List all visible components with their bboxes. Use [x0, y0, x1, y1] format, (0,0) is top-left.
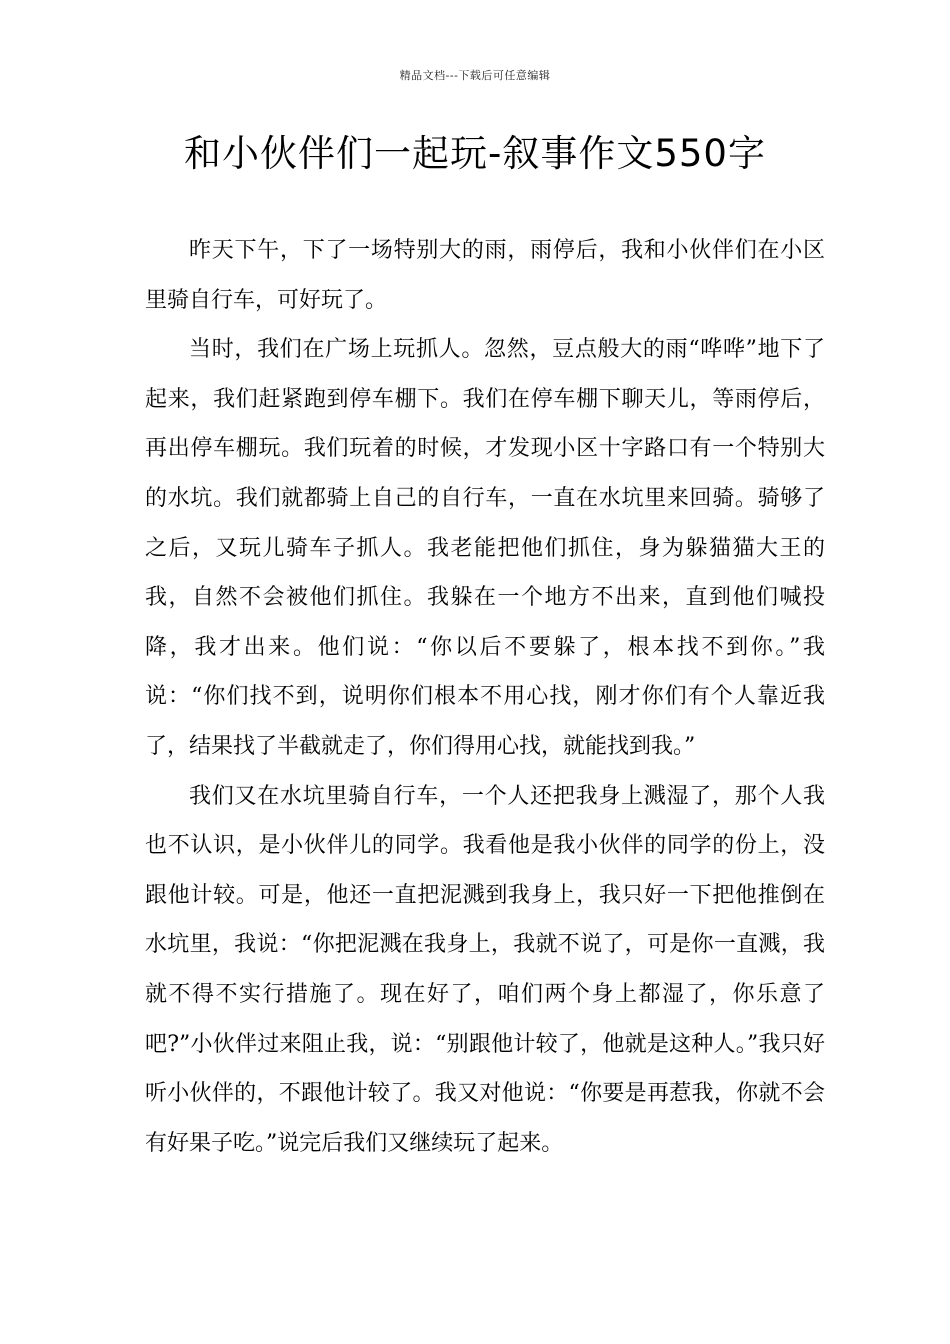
header-note: 精品文档---下载后可任意编辑: [399, 69, 551, 82]
essay-body: [145, 226, 825, 1168]
page-title: 和小伙伴们一起玩-叙事作文550字: [184, 132, 766, 175]
paragraph-1: 昨天下午，下了一场特别大的雨，雨停后，我和小伙伴们在小区里骑自行车，可好玩了。: [145, 238, 825, 313]
paragraph-3: 我们又在水坑里骑自行车，一个人还把我身上溅湿了，那个人我也不认识，是小伙伴儿的同学。我看他是我小伙伴的同学的份上，没跟他计较。可是，他还一直把泥溅到我身上，我只好一下把他推倒在水坑里，我说：“你把泥溅在我身上，我就不说了，可是你一直溅，我就不得不实行措施了。现在好了，咱们两个身上都湿了，你乐意了吧?”小伙伴过来阻止我，说：“别跟他计较了，他就是这种人。”我只好听小伙伴的，不跟他计较了。我又对他说：“你要是再惹我，你就不会有好果子吃。”说完后我们又继续玩了起来。: [145, 783, 825, 1156]
paragraph-2: 当时，我们在广场上玩抓人。忽然，豆点般大的雨“哗哗”地下了起来，我们赶紧跑到停车棚下。我们在停车棚下聊天儿，等雨停后，再出停车棚玩。我们玩着的时候，才发现小区十字路口有一个特别大的水坑。我们就都骑上自己的自行车，一直在水坑里来回骑。骑够了之后，又玩儿骑车子抓人。我老能把他们抓住，身为躲猫猫大王的我，自然不会被他们抓住。我躲在一个地方不出来，直到他们喊投降，我才出来。他们说：“你以后不要躲了，根本找不到你。”我说：“你们找不到，说明你们根本不用心找，刚才你们有个人靠近我了，结果找了半截就走了，你们得用心找，就能找到我。”: [145, 337, 825, 759]
